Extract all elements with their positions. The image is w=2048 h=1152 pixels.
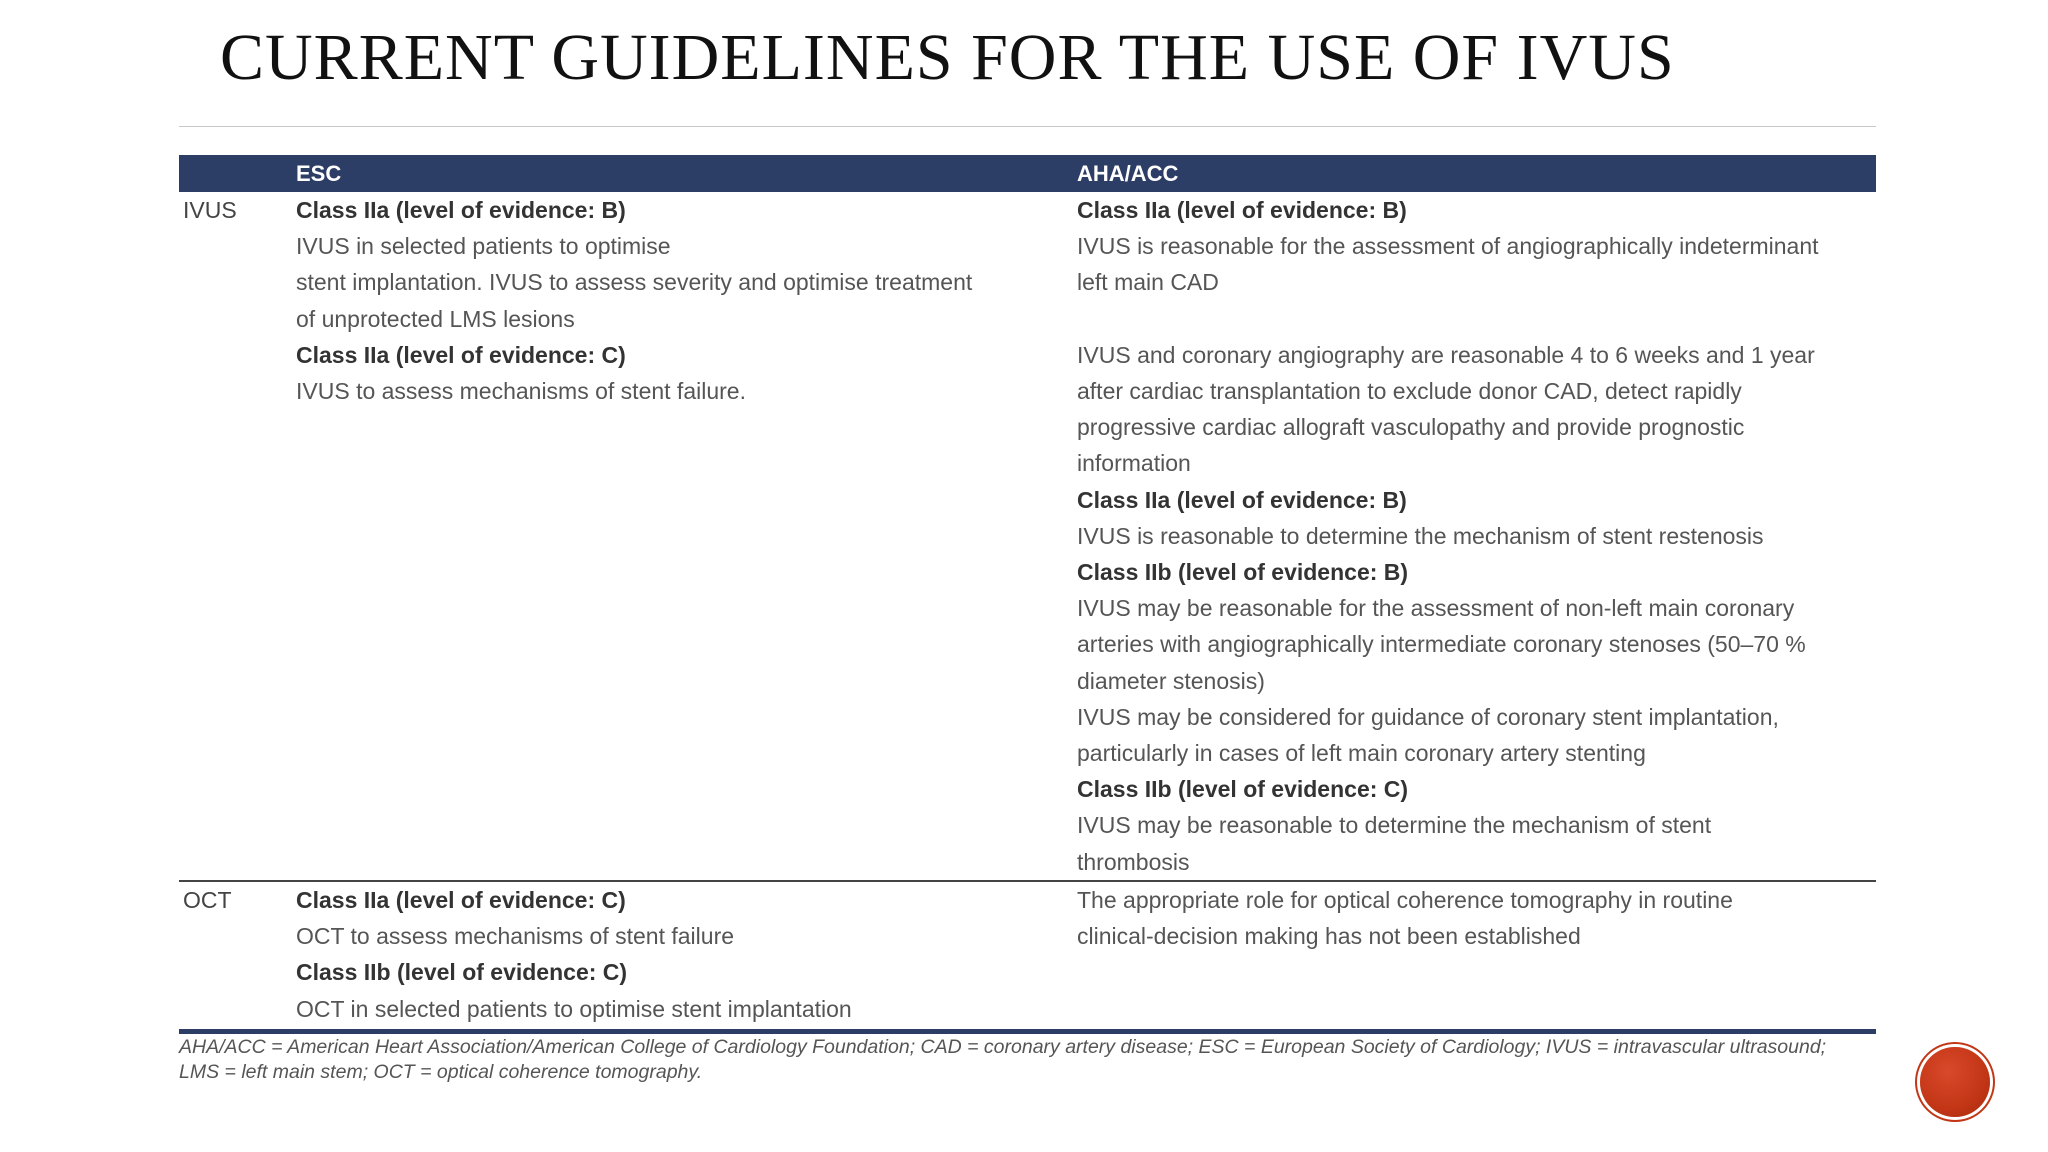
ivus-esc-cell	[296, 192, 1036, 409]
table-header-row	[179, 155, 1876, 192]
ivus-aha-text-5: progressive cardiac allograft vasculopathy and provide prognostic	[1077, 414, 1745, 441]
ivus-aha-text-4: after cardiac transplantation to exclude donor CAD, detect rapidly	[1077, 378, 1742, 404]
ivus-esc-class-2: Class IIa (level of evidence: C)	[296, 341, 626, 368]
ivus-esc-text-4: IVUS to assess mechanisms of stent failure.	[296, 378, 746, 405]
oct-esc-class-2: Class IIb (level of evidence: C)	[296, 959, 628, 986]
ivus-esc-text-1: IVUS in selected patients to optimise	[296, 233, 671, 260]
ivus-aha-text-3: IVUS and coronary angiography are reasonable 4 to 6 weeks and 1 year	[1077, 341, 1815, 368]
ivus-aha-class-1: Class IIa (level of evidence: B)	[1077, 197, 1407, 223]
title-divider	[179, 126, 1876, 127]
ivus-aha-text-13: IVUS may be reasonable to determine the mechanism of stent	[1077, 812, 1712, 839]
oct-aha-cell	[1077, 882, 1857, 954]
footnote-line-2: LMS = left main stem; OCT = optical coherence tomography.	[179, 1061, 703, 1083]
table-bottom-rule	[179, 1029, 1876, 1034]
row-label-oct: OCT	[183, 887, 232, 913]
ivus-aha-class-4: Class IIb (level of evidence: C)	[1077, 776, 1409, 803]
ivus-aha-text-6: information	[1077, 450, 1191, 477]
ivus-esc-class-1: Class IIa (level of evidence: B)	[296, 197, 626, 223]
circle-nav-button-icon[interactable]	[1920, 1047, 1990, 1117]
footnote-line-1: AHA/ACC = American Heart Association/American College of Cardiology Foundation; CAD = coronary artery disease; ESC = European Society of Cardiology; IVUS = intravascular ultrasound;	[179, 1036, 1827, 1058]
row-label-ivus: IVUS	[183, 197, 237, 223]
ivus-esc-text-3: of unprotected LMS lesions	[296, 305, 575, 332]
ivus-aha-text-12: particularly in cases of left main coronary artery stenting	[1077, 740, 1646, 767]
ivus-aha-text-9: arteries with angiographically intermediate coronary stenoses (50–70 %	[1077, 631, 1806, 658]
ivus-aha-text-1: IVUS is reasonable for the assessment of angiographically indeterminant	[1077, 233, 1819, 260]
ivus-aha-text-8: IVUS may be reasonable for the assessment of non-left main coronary	[1077, 595, 1795, 622]
ivus-aha-text-14: thrombosis	[1077, 848, 1190, 875]
ivus-aha-text-7: IVUS is reasonable to determine the mechanism of stent restenosis	[1077, 522, 1764, 549]
oct-esc-class-1: Class IIa (level of evidence: C)	[296, 887, 626, 913]
guidelines-table	[179, 155, 1876, 1034]
header-esc: ESC	[296, 161, 342, 186]
abbreviations-footnote	[179, 1035, 1899, 1085]
ivus-aha-text-10: diameter stenosis)	[1077, 667, 1265, 694]
ivus-aha-spacer	[1077, 301, 1857, 337]
ivus-aha-class-3: Class IIb (level of evidence: B)	[1077, 559, 1409, 586]
ivus-esc-text-2: stent implantation. IVUS to assess severity and optimise treatment	[296, 269, 973, 296]
oct-esc-cell	[296, 882, 1036, 1027]
oct-esc-text-1: OCT to assess mechanisms of stent failure	[296, 923, 735, 950]
table-row-oct	[179, 882, 1876, 1029]
slide-title: CURRENT GUIDELINES FOR THE USE OF IVUS	[220, 21, 1675, 94]
header-aha-acc: AHA/ACC	[1077, 161, 1179, 186]
oct-aha-text-2: clinical-decision making has not been established	[1077, 923, 1581, 950]
ivus-aha-cell	[1077, 192, 1857, 880]
oct-aha-text-1: The appropriate role for optical coherence tomography in routine	[1077, 887, 1733, 913]
oct-esc-text-2: OCT in selected patients to optimise stent implantation	[296, 995, 852, 1022]
table-row-ivus	[179, 192, 1876, 880]
ivus-aha-text-11: IVUS may be considered for guidance of coronary stent implantation,	[1077, 703, 1779, 730]
ivus-aha-class-2: Class IIa (level of evidence: B)	[1077, 486, 1407, 513]
ivus-aha-text-2: left main CAD	[1077, 269, 1219, 296]
